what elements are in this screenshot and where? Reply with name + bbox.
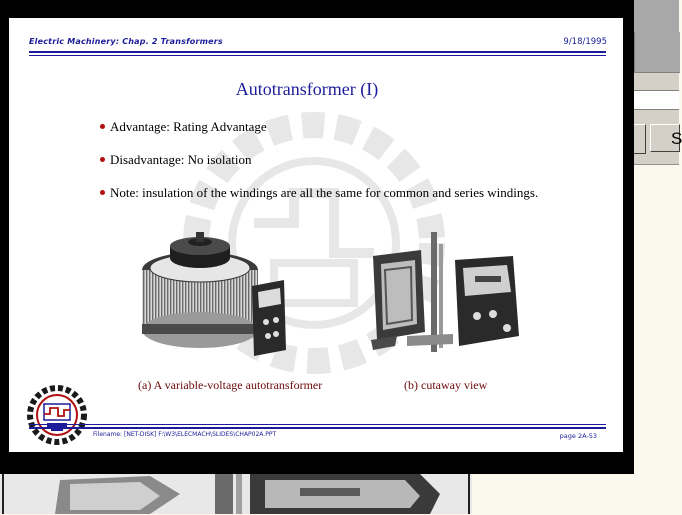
autotransformer-photo [134, 228, 314, 360]
figure-caption-a: (a) A variable-voltage autotransformer [138, 378, 323, 392]
bullet-text: Disadvantage: No isolation [110, 152, 252, 167]
footer-filename: Filename: [NET-DISK] F:\W3\ELECMACH\SLIDES\CHAP02A.PPT [93, 431, 277, 438]
slide [9, 18, 623, 452]
header-rule [29, 51, 606, 53]
slide-header-date: 9/18/1995 [563, 37, 607, 47]
footer-page-number: page 2A-53 [559, 432, 597, 440]
background-toolbar-panel [634, 32, 680, 73]
header-rule-thin [29, 55, 606, 56]
university-logo-icon [27, 385, 87, 445]
cutaway-view-photo [367, 232, 533, 360]
figure-caption-b: (b) cutaway view [404, 378, 488, 392]
bullet-dot-icon [100, 124, 105, 129]
bullet-item [97, 185, 571, 201]
slide-title: Autotransformer (I) [235, 79, 379, 99]
bullet-item [97, 119, 267, 135]
bullet-dot-icon [100, 157, 105, 162]
bullet-dot-icon [100, 190, 105, 195]
footer-rule [29, 424, 606, 425]
slide-header-title: Electric Machinery: Chap. 2 Transformers [29, 37, 223, 46]
footer-rule-thick [29, 427, 606, 429]
bullet-item [97, 152, 252, 168]
bullet-text: Advantage: Rating Advantage [110, 119, 267, 134]
bullet-text: Note: insulation of the windings are all the same for common and series windings. [110, 185, 539, 200]
background-photo-frame [2, 474, 470, 514]
background-tab-2[interactable]: S [650, 124, 680, 152]
background-photo [0, 474, 472, 514]
